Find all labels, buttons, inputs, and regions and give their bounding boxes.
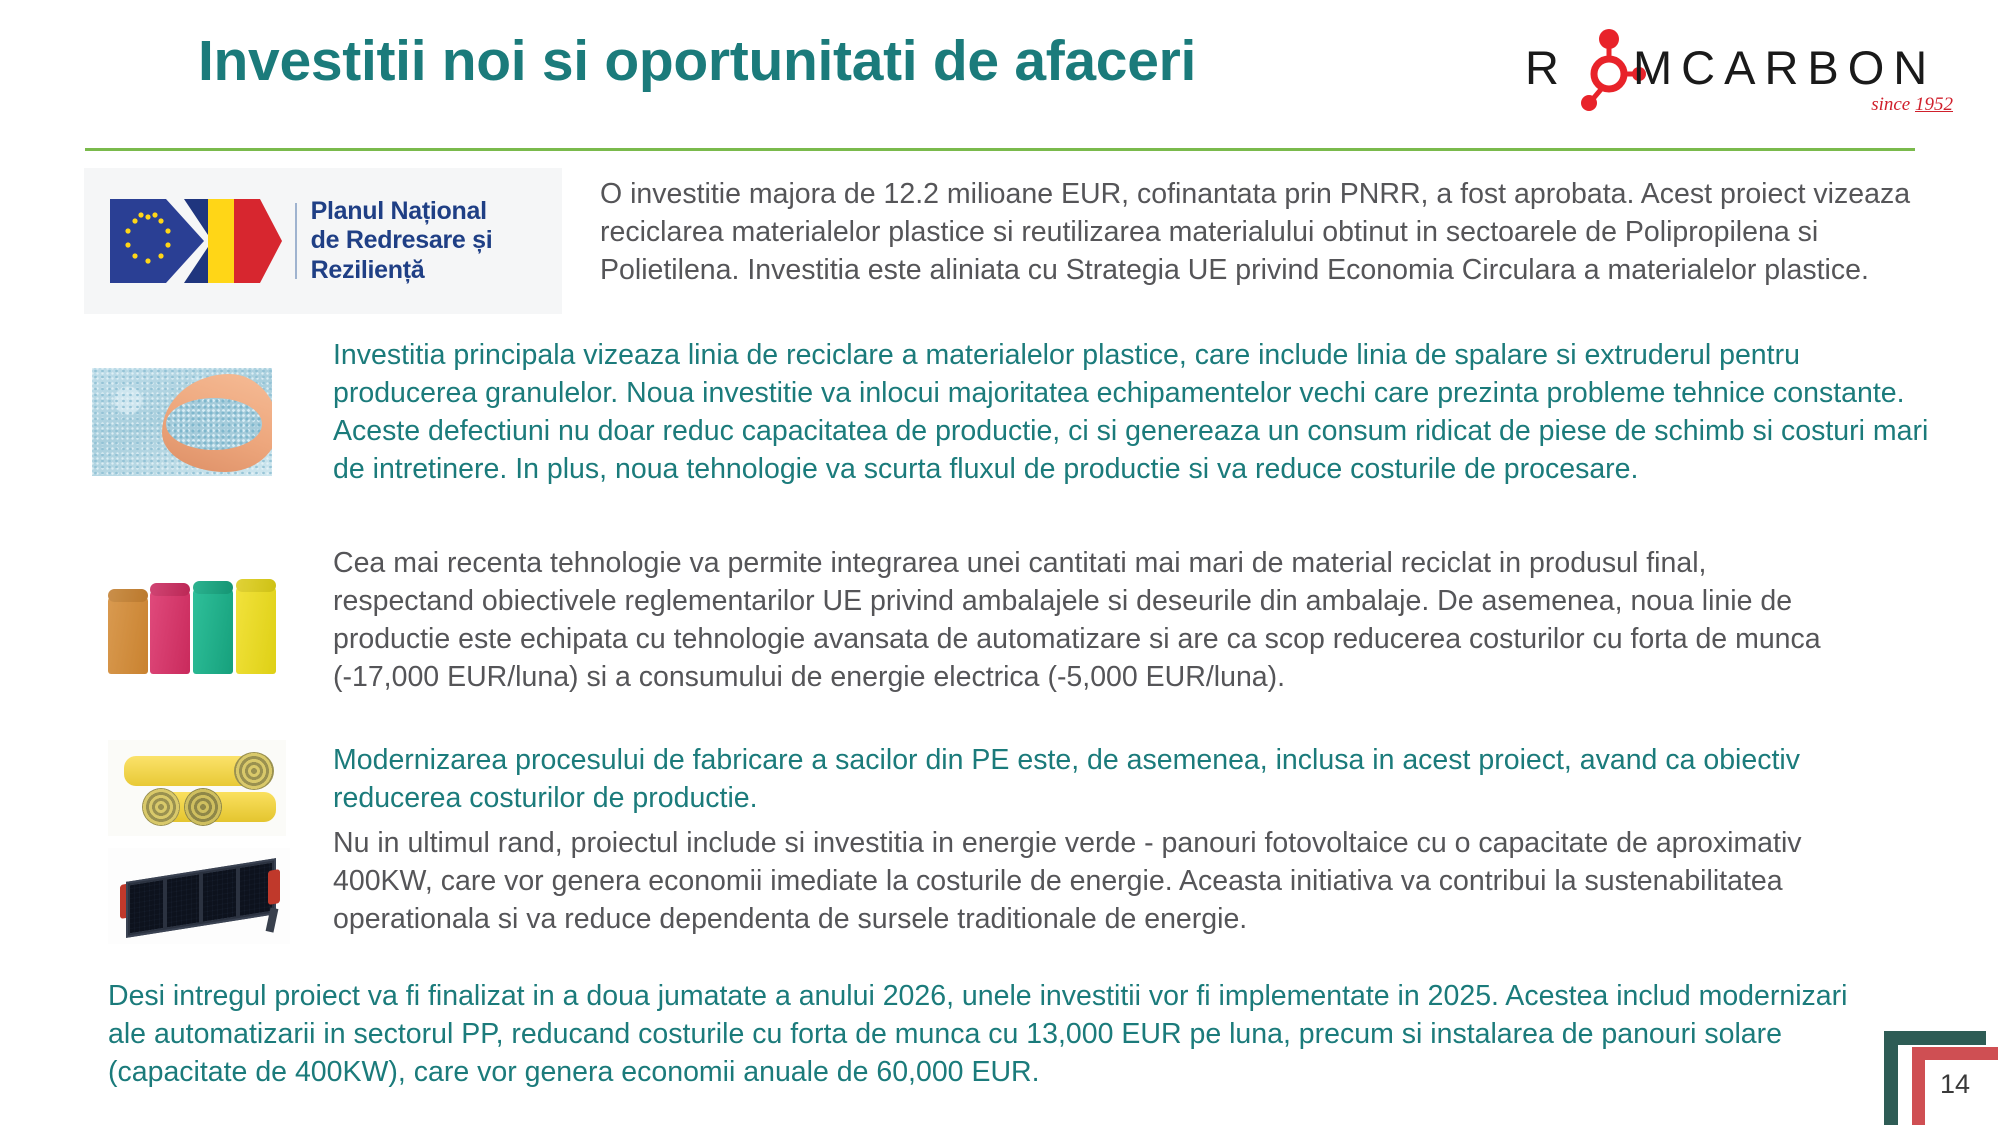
film-roll-bottom-end-2 <box>184 788 222 826</box>
photo-plastic-pellets <box>92 368 272 476</box>
pe-bags-paragraph: Modernizarea procesului de fabricare a sacilor din PE este, de asemenea, inclusa in acest proiect, avand ca obiectiv reducerea costurilor de productie. <box>333 744 1800 814</box>
pnrr-logo <box>84 168 562 314</box>
logo-since-tagline <box>1871 94 1953 116</box>
photo-plastic-film-rolls <box>108 740 286 836</box>
logo-since-prefix: since <box>1871 94 1915 115</box>
photo-colored-bags <box>92 568 288 686</box>
solar-panel-body <box>126 858 276 938</box>
solar-frame-right <box>268 869 280 905</box>
film-roll-top-end <box>234 752 274 790</box>
green-energy-paragraph: Nu in ultimul rand, proiectul include si investitia in energie verde - panouri fotovoltaice cu o capacitate de aproximativ 400KW, care vor genera economii imediate la costurile de energie. Aceasta initiativa va contribui la sustenabilitatea operationala si va reduce dependenta de sursele traditionale de energie. <box>333 827 1802 935</box>
logo-since-year: 1952 <box>1915 94 1953 115</box>
title-divider <box>85 148 1915 151</box>
bag-pink <box>150 590 190 674</box>
pnrr-line-1: Planul Național <box>310 196 487 225</box>
pnrr-logo-text <box>311 197 562 286</box>
intro-paragraph: O investitie majora de 12.2 milioane EUR, cofinantata prin PNRR, a fost aprobata. Acest proiect vizeaza reciclarea materialelor plastice si reutilizarea materialului obtinut in sectoarele de Polipropilena si Polietilena. Investitia este aliniata cu Strategia UE privind Economia Circulara a materialelor plastice. <box>600 178 1911 286</box>
film-roll-bottom-end-1 <box>142 788 180 826</box>
page-corner-decoration <box>1878 1027 2000 1125</box>
page-number: 14 <box>1940 1069 1971 1099</box>
page-title: Investitii noi si oportunitati de afaceri <box>198 29 1197 93</box>
solar-cell <box>167 874 200 927</box>
romcarbon-logo <box>1525 22 1955 114</box>
recycling-line-paragraph: Investitia principala vizeaza linia de reciclare a materialelor plastice, care include linia de spalare si extruderul pentru producerea granulelor. Noua investitie va inlocui majoritatea echipamentelor vechi care prezinta probleme tehnice constante. Aceste defectiuni nu doar reduc capacitatea de productie, ci si genereaza un consum ridicat de piese de schimb si costuri mari de intretinere. In plus, noua tehnologie va scurta fluxul de productie si va reduce costurile de procesare. <box>333 339 1929 485</box>
bag-green <box>193 588 233 674</box>
bag-yellow <box>236 586 276 674</box>
logo-wordmark: MCARBON <box>1633 41 1937 94</box>
automation-paragraph: Cea mai recenta tehnologie va permite integrarea unei cantitati mai mari de material reciclat in produsul final, respectand obiectivele reglementarilor UE privind ambalajele si deseurile din ambalaje. De asemenea, noua linie de productie este echipata cu tehnologie avansata de automatizare si are ca scop reducerea costurilor cu forta de munca (-17,000 EUR/luna) si a consumului de energie electrica (-5,000 EUR/luna). <box>333 547 1821 693</box>
solar-cell <box>130 880 163 933</box>
photo-solar-panel <box>108 848 290 944</box>
pnrr-flags-icon <box>108 195 283 287</box>
logo-letter-r: R <box>1525 41 1559 94</box>
bag-orange <box>108 596 148 674</box>
timeline-paragraph: Desi intregul proiect va fi finalizat in a doua jumatate a anului 2026, unele investitii vor fi implementate in 2025. Acestea includ modernizari ale automatizarii in sectorul PP, reducand costurile cu forta de munca cu 13,000 EUR pe luna, precum si instalarea de panouri solare (capacitate de 400KW), care vor genera economii anuale de 60,000 EUR. <box>108 980 1848 1088</box>
pellet-pile <box>166 398 262 450</box>
solar-cell <box>203 869 236 922</box>
pnrr-divider <box>295 203 297 279</box>
pnrr-line-2: de Redresare și Reziliență <box>310 226 493 284</box>
